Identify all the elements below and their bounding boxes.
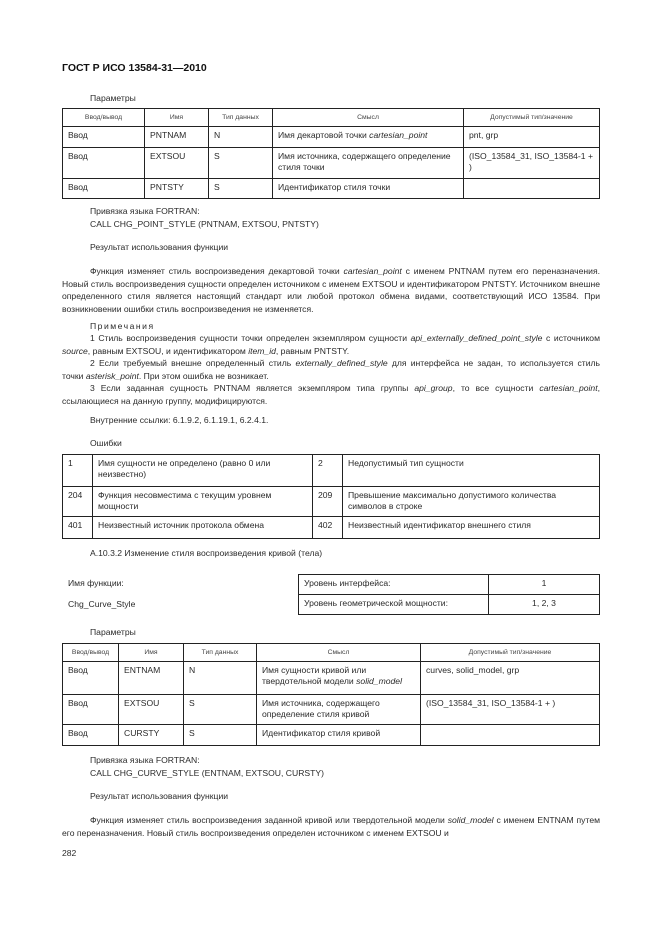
cell: S [209,179,273,199]
cell-italic: solid_model [356,676,402,686]
errors-label: Ошибки [90,438,122,448]
text-segment: , равным EXTSOU, и идентификатором [87,345,249,356]
text-segment: 1 Стиль воспроизведения сущности точки определен экземпляром сущности [90,333,411,343]
table-row [63,487,600,517]
cell: S [184,725,257,746]
internal-refs: Внутренние ссылки: 6.1.9.2, 6.1.19.1, 6.2.4.1. [90,415,269,425]
cell [257,662,421,695]
italic-term: api_group [414,383,453,393]
error-code: 401 [63,517,93,539]
col-header: Допустимый тип/значение [421,644,600,662]
text-segment: , то все сущности [452,383,540,393]
cell: CURSTY [119,725,184,746]
col-header: Ввод/вывод [63,109,145,127]
cell: Ввод [63,127,145,148]
cell: Идентификатор стиля кривой [257,725,421,746]
result-paragraph [62,814,600,839]
cell [421,725,600,746]
section-heading: А.10.3.2 Изменение стиля воспроизведения кривой (тела) [90,548,323,558]
text-segment: с именем PNTNAM путем его переназначения. Новый стиль воспроизведения сущности определен источником с именем EXTSOU и идентификатором PNTSTY. Источником внешне определенного стиля является настоящий стандарт или любой протокол обмена видами, соответствующий ИСО 13584. При возникновении ошибки стиль воспроизведения не изменяется. [62,266,600,314]
italic-term: cartesian_point [343,266,402,276]
page-number: 282 [62,848,77,858]
text-segment: . При этом ошибка не возникает. [138,370,269,381]
error-code: 1 [63,455,93,487]
cell: Ввод [63,725,119,746]
fortran-call: CALL CHG_CURVE_STYLE (ENTNAM, EXTSOU, CURSTY) [90,768,324,778]
fortran-label: Привязка языка FORTRAN: [90,206,200,216]
table-row [63,179,600,199]
cell: curves, solid_model, grp [421,662,600,695]
result-paragraph [62,265,600,315]
error-code: 402 [313,517,343,539]
col-header: Тип данных [209,109,273,127]
cell: Идентификатор стиля точки [273,179,464,199]
error-text: Функция несовместима с текущим уровнем мощности [93,487,313,517]
italic-term: item_id [248,345,276,356]
note-3 [62,382,600,407]
cell: S [184,695,257,725]
params-table-2 [62,643,600,746]
level-value: 1 [489,575,600,595]
cell: pnt, grp [464,127,600,148]
level-label: Уровень интерфейса: [299,575,489,595]
params-label: Параметры [90,93,136,103]
text-segment: Функция изменяет стиль воспроизведения заданной кривой или твердотельной модели [90,815,448,825]
cell: Имя источника, содержащего определение стиля кривой [257,695,421,725]
text-segment: с источником [542,333,600,343]
table-row [299,575,600,595]
cell: EXTSOU [145,148,209,179]
error-text: Превышение максимально допустимого количества символов в строке [343,487,600,517]
cell: Ввод [63,695,119,725]
cell: Ввод [63,179,145,199]
cell-text: Имя сущности кривой или твердотельной модели [262,665,367,686]
cell: S [209,148,273,179]
table-row [63,662,600,695]
cell: (ISO_13584_31, ISO_13584-1 + ) [421,695,600,725]
italic-term: api_externally_defined_point_style [410,333,543,343]
table-row [63,725,600,746]
italic-term: cartesian_point [539,383,598,393]
col-header: Имя [119,644,184,662]
col-header: Смысл [257,644,421,662]
error-text: Имя сущности не определено (равно 0 или неизвестно) [93,455,313,487]
cell [464,179,600,199]
document-header: ГОСТ Р ИСО 13584-31—2010 [62,62,207,74]
error-code: 209 [313,487,343,517]
params-label: Параметры [90,627,136,637]
col-header: Ввод/вывод [63,644,119,662]
italic-term: source [62,345,88,356]
level-label: Уровень геометрической мощности: [299,595,489,615]
table-row [63,127,600,148]
note-1 [62,332,600,357]
cell: Ввод [63,148,145,179]
cell: Ввод [63,662,119,695]
table-row [63,695,600,725]
level-value: 1, 2, 3 [489,595,600,615]
table-row [63,455,600,487]
error-code: 2 [313,455,343,487]
cell: N [209,127,273,148]
col-header: Смысл [273,109,464,127]
levels-table [298,574,600,615]
italic-term: asterisk_point [85,370,139,381]
text-segment: Функция изменяет стиль воспроизведения декартовой точки [90,266,344,276]
italic-term: solid_model [447,815,494,825]
params-table-1 [62,108,600,199]
note-2 [62,357,600,382]
cell: PNTNAM [145,127,209,148]
error-text: Недопустимый тип сущности [343,455,600,487]
text-segment: , равным PNTSTY. [275,345,350,356]
table-row [63,148,600,179]
result-label: Результат использования функции [90,242,229,252]
col-header: Допустимый тип/значение [464,109,600,127]
errors-table [62,454,600,539]
cell: PNTSTY [145,179,209,199]
error-text: Неизвестный источник протокола обмена [93,517,313,539]
cell: ENTNAM [119,662,184,695]
text-segment: 3 Если заданная сущность PNTNAM является экземпляром типа группы [90,383,415,393]
error-code: 204 [63,487,93,517]
table-row [63,517,600,539]
italic-term: externally_defined_style [295,358,388,368]
cell: (ISO_13584_31, ISO_13584-1 + ) [464,148,600,179]
error-text: Неизвестный идентификатор внешнего стиля [343,517,600,539]
cell: EXTSOU [119,695,184,725]
function-name-label: Имя функции: [68,578,124,588]
fortran-label: Привязка языка FORTRAN: [90,755,200,765]
fortran-call: CALL CHG_POINT_STYLE (PNTNAM, EXTSOU, PNTSTY) [90,219,319,229]
text-segment: для интерфейса не задан, то используется стиль точки [62,358,600,381]
notes-label: Примечания [90,321,155,331]
text-segment: , ссылающиеся на данную группу, модифицируются. [62,383,600,406]
text-segment: 2 Если требуемый внешне определенный стиль [90,358,296,368]
col-header: Имя [145,109,209,127]
table-row [299,595,600,615]
function-name: Chg_Curve_Style [68,599,136,609]
cell-text: Имя декартовой точки [278,130,370,140]
cell [273,127,464,148]
cell-italic: cartesian_point [369,130,428,140]
cell: N [184,662,257,695]
col-header: Тип данных [184,644,257,662]
text-segment: с именем ENTNAM путем его переназначения. Новый стиль воспроизведения определен источником с именем EXTSOU и [62,815,601,838]
cell: Имя источника, содержащего определение стиля точки [273,148,464,179]
result-label: Результат использования функции [90,791,229,801]
